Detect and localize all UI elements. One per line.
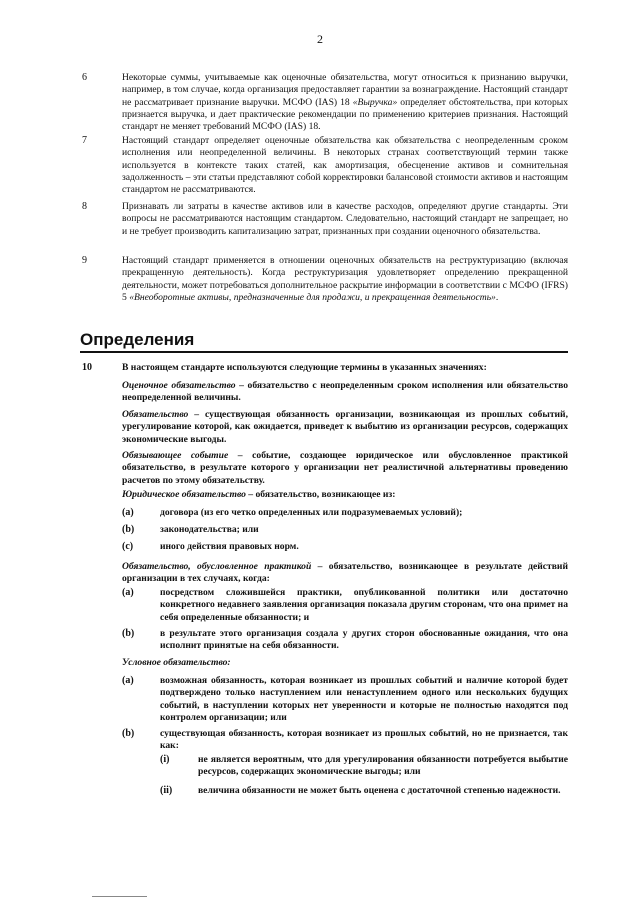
definition-obligating-event: Обязывающее событие – событие, создающее юридическое или обусловленное практикой обязательство, в результате которого у организации нет реалистичной альтернативы проведению расчетов по этому обязательству.	[122, 450, 568, 486]
paragraph-number: 7	[82, 135, 87, 146]
sublist-label: (ii)	[160, 785, 173, 796]
definition-provision: Оценочное обязательство – обязательство с неопределенным сроком исполнения или обязательство неопределенной величины.	[122, 380, 568, 404]
list-label: (b)	[122, 524, 135, 535]
definition-liability: Обязательство – существующая обязанность организации, возникающая из прошлых событий, урегулирование которой, как ожидается, приведет к выбытию из организации ресурсов, содержащих экономические выгоды.	[122, 409, 568, 445]
list-label: (b)	[122, 728, 135, 739]
paragraph-9: Настоящий стандарт применяется в отношении оценочных обязательств на реструктуризацию (включая прекращенную деятельность). Когда реструктуризация удовлетворяет определению прекращенной деятельности, может потребоваться дополнительное раскрытие информации в соответствии с МСФО (IFRS) 5 «Внеоборотные активы, предназначенные для продажи, и прекращенная деятельность».	[122, 255, 568, 303]
page-number: 2	[317, 32, 323, 46]
footer-rule	[92, 896, 147, 897]
paragraph-number: 6	[82, 72, 87, 83]
sublist-item: величина обязанности не может быть оценена с достаточной степенью надежности.	[198, 785, 561, 796]
paragraph-number: 10	[82, 362, 92, 373]
definition-constructive-obligation: Обязательство, обусловленное практикой – обязательство, возникающее в результате действий организации в тех случаях, когда:	[122, 561, 568, 585]
list-label: (b)	[122, 628, 135, 639]
paragraph-6: Некоторые суммы, учитываемые как оценочные обязательства, могут относиться к признанию выручки, например, в том случае, когда организация предоставляет гарантии за вознаграждение. Настоящий стандарт не рассматривает признание выручки. МСФО (IAS) 18 «Выручка» определяет обстоятельства, при которых признается выручка, и дает практические рекомендации по применению критериев признания. Настоящий стандарт не меняет требований МСФО (IAS) 18.	[122, 72, 568, 133]
list-label: (a)	[122, 507, 134, 518]
list-item: иного действия правовых норм.	[160, 541, 299, 552]
list-item: возможная обязанность, которая возникает из прошлых событий и наличие которой будет подтверждено только наступлением или ненаступлением одного или нескольких будущих событий, в наступлении которых нет уверенности и которые не полностью находятся под контролем организации; или	[160, 675, 568, 723]
definition-legal-obligation: Юридическое обязательство – обязательство, возникающее из:	[122, 489, 396, 500]
list-label: (a)	[122, 675, 134, 686]
list-label: (c)	[122, 541, 134, 552]
definition-contingent-liability: Условное обязательство:	[122, 657, 231, 668]
paragraph-number: 9	[82, 255, 87, 266]
definitions-intro: В настоящем стандарте используются следующие термины в указанных значениях:	[122, 362, 487, 373]
list-item: законодательства; или	[160, 524, 259, 535]
list-label: (a)	[122, 587, 134, 598]
heading-rule	[80, 351, 568, 353]
list-item: в результате этого организация создала у других сторон обоснованные ожидания, что она исполнит принятые на себя обязанности.	[160, 628, 568, 652]
section-heading: Определения	[80, 330, 195, 349]
paragraph-8: Признавать ли затраты в качестве активов или в качестве расходов, определяют другие стандарты. Эти вопросы не рассматриваются настоящим стандартом. Следовательно, настоящий стандарт не запрещает, но и не требует производить капитализацию затрат, признанных при создании оценочного обязательства.	[122, 201, 568, 237]
sublist-item: не является вероятным, что для урегулирования обязанности потребуется выбытие ресурсов, содержащих экономические выгоды; или	[198, 754, 568, 778]
paragraph-7: Настоящий стандарт определяет оценочные обязательства как обязательства с неопределенным сроком исполнения или неопределенной величины. В некоторых странах соответствующий термин также используется в контексте таких статей, как амортизация, обесценение активов и сомнительная задолженность – эти статьи представляют собой корректировки балансовой стоимости активов и настоящим стандартом не рассматриваются.	[122, 135, 568, 196]
paragraph-number: 8	[82, 201, 87, 212]
list-item: посредством сложившейся практики, опубликованной политики или достаточно конкретного недавнего заявления организация показала другим сторонам, что она примет на себя определенные обязанности; и	[160, 587, 568, 623]
list-item: существующая обязанность, которая возникает из прошлых событий, но не признается, так как:	[160, 728, 568, 752]
list-item: договора (из его четко определенных или подразумеваемых условий);	[160, 507, 463, 518]
sublist-label: (i)	[160, 754, 170, 765]
